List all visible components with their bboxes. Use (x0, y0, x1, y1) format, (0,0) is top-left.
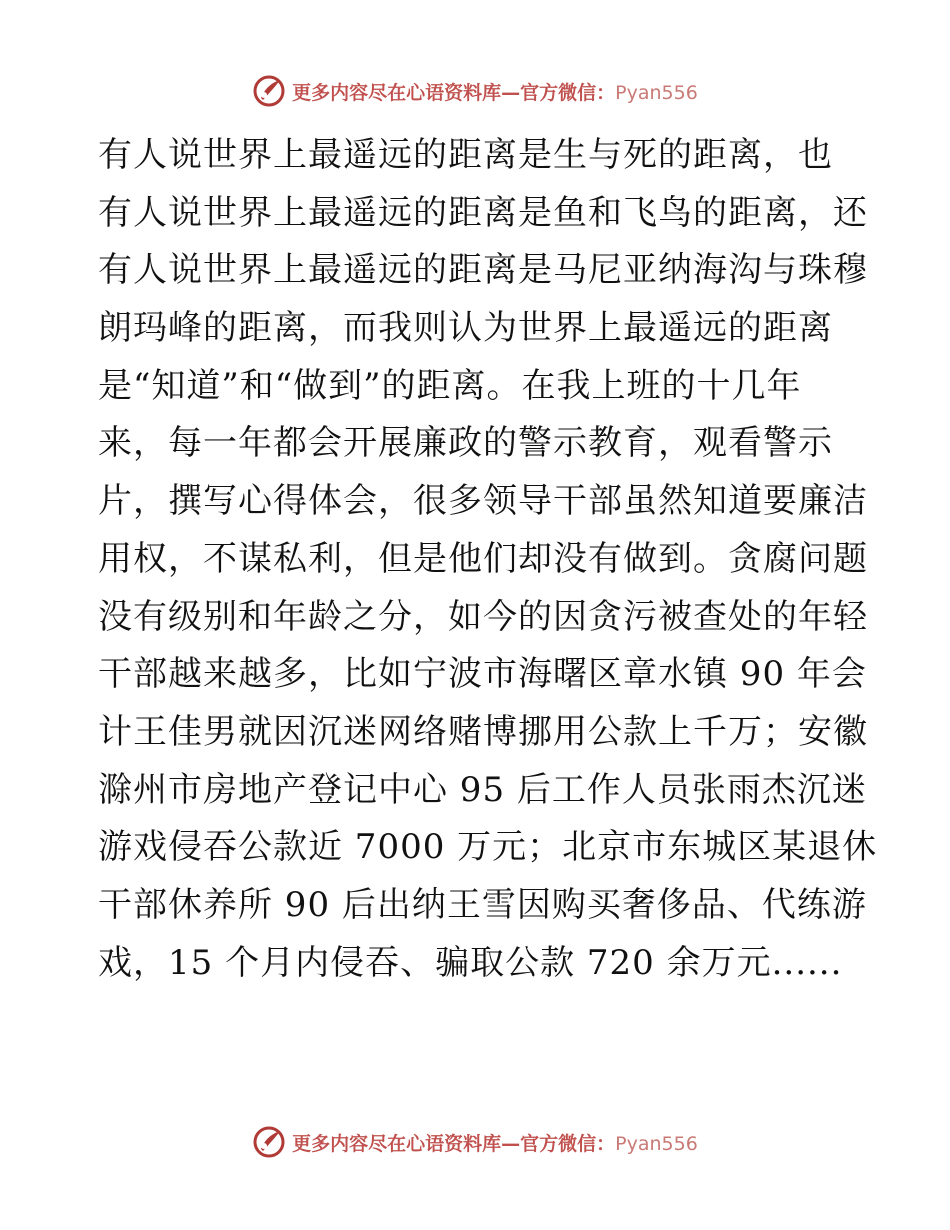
paragraph-line: 是“知道”和“做到”的距离。在我上班的十几年 (98, 365, 802, 406)
paragraph-line: 有人说世界上最遥远的距离是鱼和飞鸟的距离，还 (98, 192, 868, 233)
paragraph-line: 滁州市房地产登记中心 95 后工作人员张雨杰沉迷 (98, 769, 867, 810)
watermark-label: 更多内容尽在心语资料库—官方微信： (292, 81, 616, 104)
paragraph-line: 没有级别和年龄之分，如今的因贪污被查处的年轻 (98, 596, 868, 637)
ink-brush-logo-icon (252, 1125, 286, 1159)
paragraph-line: 戏，15 个月内侵吞、骗取公款 720 余万元...... (98, 942, 843, 983)
watermark-text (292, 78, 698, 105)
ink-brush-logo-icon (252, 74, 286, 108)
watermark-content (252, 74, 698, 108)
watermark-content (252, 1125, 698, 1159)
watermark-label: 更多内容尽在心语资料库—官方微信： (292, 1132, 616, 1155)
document-paragraph (98, 127, 878, 992)
watermark-brand: Pyan556 (615, 1132, 698, 1155)
footer-watermark (0, 1122, 950, 1162)
paragraph-line: 朗玛峰的距离，而我则认为世界上最遥远的距离 (98, 308, 833, 349)
paragraph-line: 计王佳男就因沉迷网络赌博挪用公款上千万；安徽 (98, 711, 868, 752)
paragraph-line: 用权，不谋私利，但是他们却没有做到。贪腐问题 (98, 538, 868, 579)
paragraph-line: 干部越来越多，比如宁波市海曙区章水镇 90 年会 (98, 654, 867, 695)
paragraph-line: 有人说世界上最遥远的距离是生与死的距离，也 (98, 135, 833, 175)
header-watermark (0, 71, 950, 111)
paragraph-line: 来，每一年都会开展廉政的警示教育，观看警示 (98, 423, 833, 464)
paragraph-line: 干部休养所 90 后出纳王雪因购买奢侈品、代练游 (98, 884, 867, 925)
paragraph-line: 游戏侵吞公款近 7000 万元；北京市东城区某退休 (98, 827, 878, 868)
paragraph-line: 有人说世界上最遥远的距离是马尼亚纳海沟与珠穆 (98, 250, 868, 291)
watermark-brand: Pyan556 (615, 81, 698, 104)
paragraph-line: 片，撰写心得体会，很多领导干部虽然知道要廉洁 (98, 481, 868, 522)
watermark-text (292, 1129, 698, 1156)
